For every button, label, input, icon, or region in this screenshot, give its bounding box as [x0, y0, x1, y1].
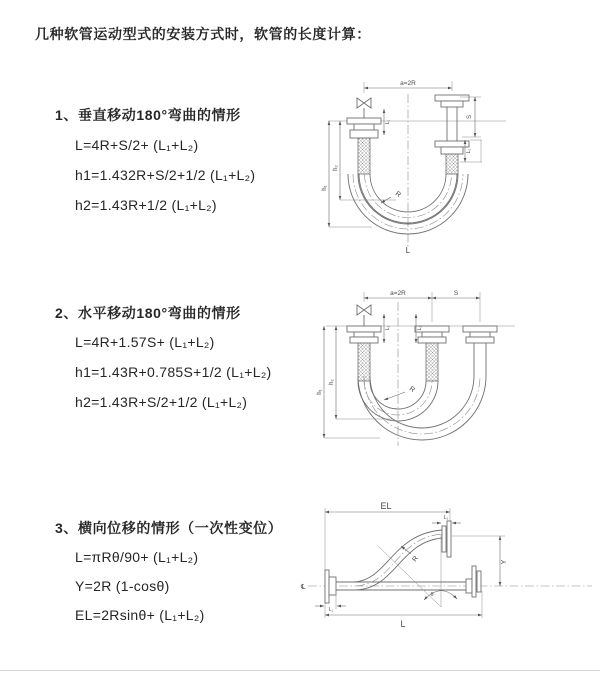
dim-l1-label: L₁ — [385, 119, 391, 125]
left-flange — [325, 570, 336, 603]
hose-s-curve — [336, 521, 451, 590]
dim-a-label: a=2R — [400, 80, 416, 87]
dim-h2-label: h₂ — [333, 165, 339, 171]
braided-hose-left — [358, 138, 370, 174]
length-label: L — [405, 245, 411, 255]
dimension-a-2r — [364, 80, 452, 93]
dim-h1-label: h₁ — [322, 185, 328, 191]
section3-formula-Y: Y=2R (1-cosθ) — [75, 578, 170, 594]
dim-h1-label: h₁ — [317, 389, 323, 395]
dim-h2-label: h₂ — [329, 379, 335, 385]
section1-formula-h1: h1=1.432R+S/2+1/2 (L₁+L₂) — [75, 167, 256, 183]
dimension-s — [432, 290, 480, 298]
dimension-l1 — [384, 109, 391, 135]
angle-theta-label: θ — [430, 592, 434, 598]
dim-l2-label: L₂ — [443, 515, 449, 521]
hose-u-bend-arcs — [358, 376, 486, 440]
right-pipe-flange-phantom — [463, 326, 497, 343]
section2-formula-h2: h2=1.43R+S/2+1/2 (L₁+L₂) — [75, 394, 248, 410]
radius-label: R — [393, 190, 402, 200]
page-title: 几种软管运动型式的安装方式时，软管的长度计算： — [35, 26, 371, 42]
valve-icon — [357, 98, 371, 118]
braided-hose-middle — [426, 343, 438, 381]
dim-l2-label: L₂ — [466, 148, 472, 154]
diagram-lateral-displacement — [298, 496, 600, 644]
dim-el-label: EL — [380, 501, 392, 511]
dim-y-label: Y — [501, 559, 508, 565]
dimension-a-2r — [364, 290, 480, 322]
dim-s-label: S — [453, 290, 459, 297]
diagram-vertical-180-bend — [310, 76, 600, 258]
dimension-l — [325, 615, 482, 629]
dim-l1-label: L₁ — [328, 607, 334, 613]
section2-formula-h1: h1=1.43R+0.785S+1/2 (L₁+L₂) — [75, 364, 272, 380]
section1-heading: 1、垂直移动180°弯曲的情形 — [55, 107, 241, 123]
dim-s-label: S — [467, 114, 473, 120]
section3-formula-EL: EL=2Rsinθ+ (L₁+L₂) — [75, 607, 205, 623]
dim-l2-label: L₂ — [417, 325, 423, 331]
left-pipe-flange — [347, 326, 381, 343]
page-bottom-rule — [0, 670, 600, 671]
radius-label: R — [407, 385, 416, 395]
dimension-l2 — [432, 515, 461, 523]
radius-leader — [401, 546, 420, 563]
diagram-horizontal-180-bend — [310, 286, 600, 454]
section1-formula-L: L=4R+S/2+ (L₁+L₂) — [75, 137, 199, 153]
radius-leader — [381, 190, 402, 203]
section1-formula-h2: h2=1.43R+1/2 (L₁+L₂) — [75, 197, 217, 213]
braided-hose-right — [446, 154, 458, 174]
dim-a-label: a=2R — [390, 290, 406, 297]
left-pipe-flange — [347, 118, 381, 138]
right-pipe-flange-mid — [435, 141, 469, 154]
centerline-symbol: ℄ — [301, 584, 306, 591]
braided-hose-left — [358, 343, 370, 381]
radius-leader — [384, 385, 416, 400]
dimension-el — [325, 501, 450, 512]
dim-l-label: L — [400, 619, 406, 629]
dim-l1-label: L₁ — [385, 325, 391, 331]
section3-heading: 3、横向位移的情形（一次性变位） — [55, 520, 283, 536]
section2-formula-L: L=4R+1.57S+ (L₁+L₂) — [75, 334, 215, 350]
section2-heading: 2、水平移动180°弯曲的情形 — [55, 305, 241, 321]
section3-formula-L: L=πRθ/90+ (L₁+L₂) — [75, 549, 199, 565]
dimension-l1 — [384, 314, 391, 343]
radius-label: R — [411, 555, 421, 564]
valve-icon — [357, 305, 371, 326]
